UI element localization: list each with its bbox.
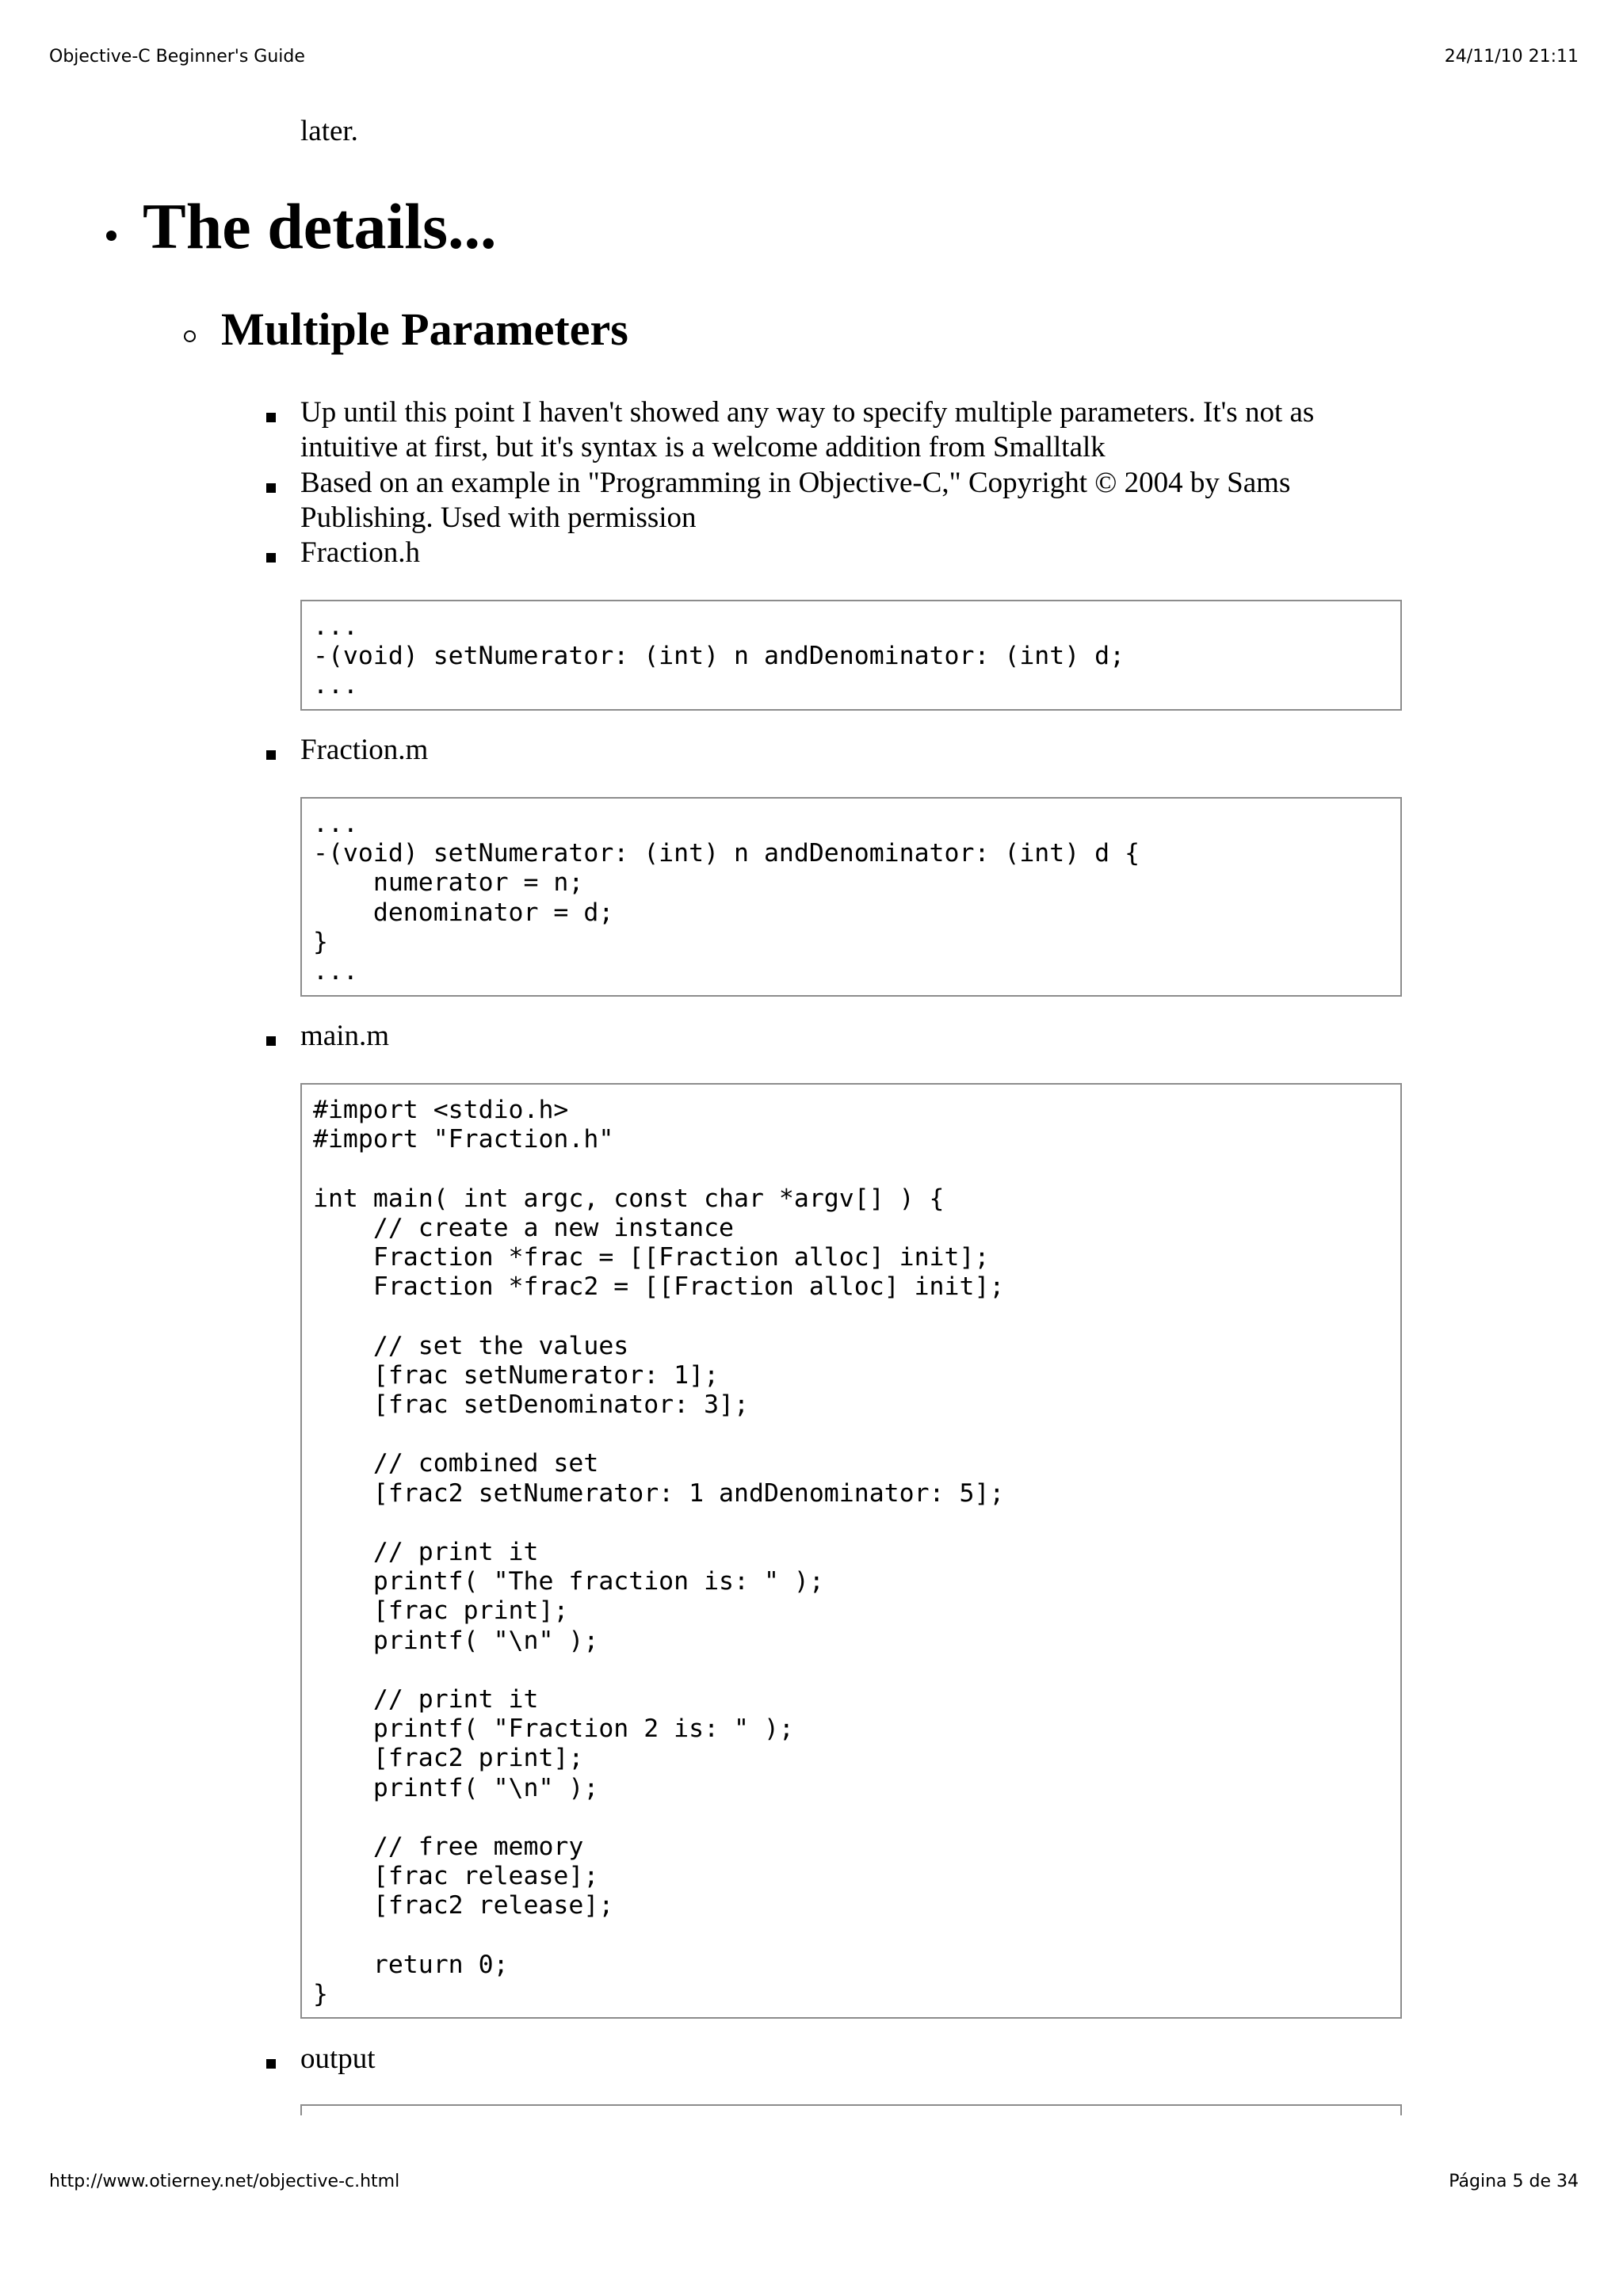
- page-number: Página 5 de 34: [1449, 2172, 1579, 2191]
- document-title: Objective-C Beginner's Guide: [49, 47, 305, 67]
- list-item-fraction-h: Fraction.h: [300, 536, 421, 569]
- square-bullet-icon: [266, 750, 276, 760]
- disc-bullet-icon: [106, 231, 116, 241]
- square-bullet-icon: [266, 1036, 276, 1046]
- print-datetime: 24/11/10 21:11: [1444, 47, 1579, 67]
- code-block-output: [300, 2104, 1402, 2115]
- square-bullet-icon: [266, 553, 276, 563]
- circle-bullet-icon: [184, 330, 196, 342]
- list-item-copyright: Based on an example in "Programming in Objective-C," Copyright © 2004 by Sams Publishing. Used with permission: [300, 467, 1291, 534]
- subsection-heading: Multiple Parameters: [221, 303, 628, 355]
- code-block-main-m: #import <stdio.h> #import "Fraction.h" int main( int argc, const char *argv[] ) { // create a new instance Fraction *frac = [[Fraction alloc] init]; Fraction *frac2 = [[Fraction alloc] init]; // set the values [frac setNumerator: 1]; [frac setDenominator: 3]; // combined set [frac2 setNumerator: 1 andDenominator: 5]; // print it printf( "The fraction is: " ); [frac print]; printf( "\n" ); // print it printf( "Fraction 2 is: " ); [frac2 print]; printf( "\n" ); // free memory [frac release]; [frac2 release]; return 0; }: [300, 1083, 1402, 2019]
- section-heading: The details...: [143, 190, 497, 262]
- source-url: http://www.otierney.net/objective-c.html: [49, 2172, 400, 2191]
- square-bullet-icon: [266, 413, 276, 422]
- list-item-output: output: [300, 2042, 376, 2075]
- continuation-text: later.: [300, 115, 358, 147]
- code-block-fraction-h: ... -(void) setNumerator: (int) n andDenominator: (int) d; ...: [300, 600, 1402, 711]
- list-item-fraction-m: Fraction.m: [300, 734, 429, 766]
- list-item-main-m: main.m: [300, 1020, 390, 1052]
- list-item-multiple-parameters-intro: Up until this point I haven't showed any way to specify multiple parameters. It's not as intuitive at first, but it's syntax is a welcome addition from Smalltalk: [300, 396, 1315, 463]
- square-bullet-icon: [266, 483, 276, 493]
- square-bullet-icon: [266, 2059, 276, 2069]
- code-block-fraction-m: ... -(void) setNumerator: (int) n andDenominator: (int) d { numerator = n; denominator = d; } ...: [300, 797, 1402, 997]
